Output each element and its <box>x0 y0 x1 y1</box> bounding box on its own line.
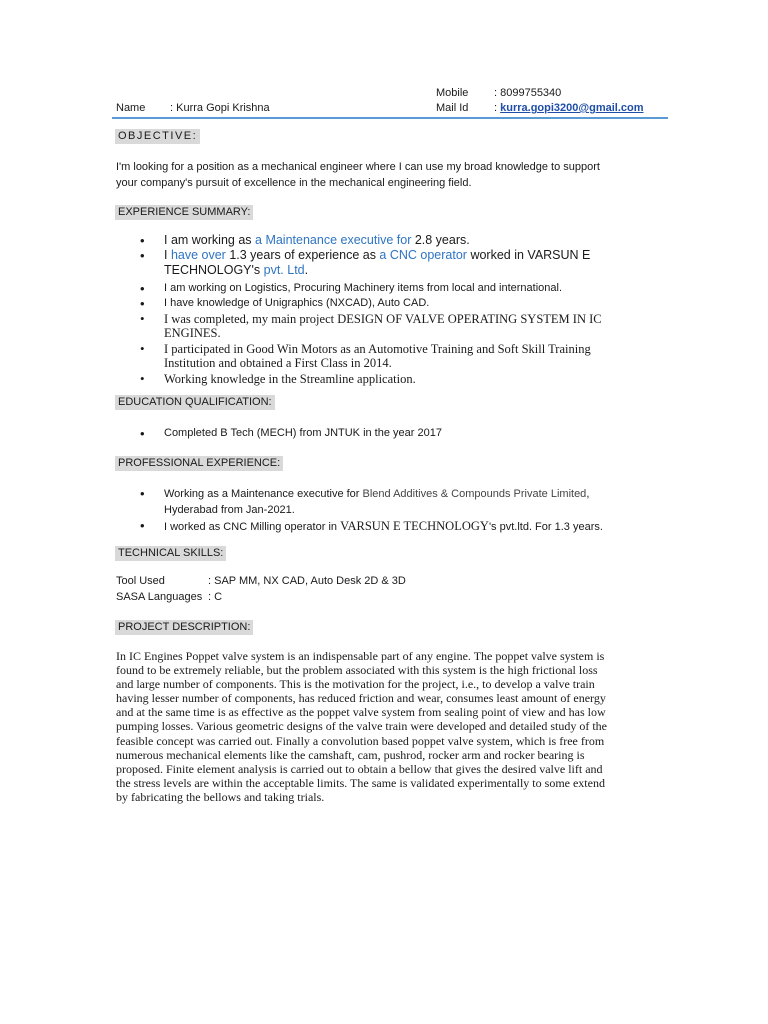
mail-colon: : <box>494 102 501 114</box>
project-line: proposed. Finite element analysis is carried out to obtain a bellow that gives the desired valve lift and <box>116 761 603 776</box>
project-description-heading: PROJECT DESCRIPTION: <box>115 620 253 635</box>
professional-heading: PROFESSIONAL EXPERIENCE: <box>115 456 283 471</box>
project-line: the stress levels are within the acceptable limits. The same is validated experimentally to some extend <box>116 775 605 790</box>
list-item: • Working knowledge in the Streamline application. <box>136 372 656 386</box>
email-link[interactable]: kurra.gopi3200@gmail.com <box>500 102 644 114</box>
project-line: feasible concept was carried out. Finally a convolution based poppet valve system, which is free from <box>116 733 605 748</box>
objective-line-2: your company's pursuit of excellence in the mechanical engineering field. <box>116 177 472 189</box>
list-item: • I worked as CNC Milling operator in VARSUN E TECHNOLOGY's pvt.ltd. For 1.3 years. <box>136 518 656 535</box>
project-line: by fabricating the bellows and taking trials. <box>116 789 325 804</box>
name-label: Name <box>116 102 146 114</box>
project-line: and at the same time is as effective as the poppet valve system from sealing point of view and has low <box>116 705 606 720</box>
project-line: pumping losses. Various geometric designs of the valve train were developed and detailed study of the <box>116 719 607 734</box>
objective-line-1: I'm looking for a position as a mechanical engineer where I can use my broad knowledge to support <box>116 161 600 173</box>
list-item: • I was completed, my main project DESIGN OF VALVE OPERATING SYSTEM IN IC ENGINES. <box>136 312 656 340</box>
objective-text <box>116 159 656 191</box>
list-item: • Working as a Maintenance executive for Blend Additives & Compounds Private Limited, Hyderabad from Jan-2021. <box>136 486 656 518</box>
list-item: • I participated in Good Win Motors as an Automotive Training and Soft Skill Training Institution and obtained a First Class in 2014. <box>136 342 656 370</box>
list-item: • I am working on Logistics, Procuring Machinery items from local and international. <box>136 281 656 296</box>
experience-summary-list <box>136 233 656 386</box>
project-line: found to be extremely reliable, but the problem associated with this system is the high frictional loss <box>116 663 598 678</box>
header-divider <box>112 117 668 119</box>
mobile-label: Mobile <box>436 87 469 99</box>
project-line: and large number of components. This is the motivation for the project, i.e., to develop a valve train <box>116 677 595 692</box>
skills-languages-value: : C <box>208 591 223 603</box>
name-value: : Kurra Gopi Krishna <box>170 102 270 114</box>
education-list <box>136 426 656 441</box>
technical-skills-heading: TECHNICAL SKILLS: <box>115 546 226 561</box>
list-item: • Completed B Tech (MECH) from JNTUK in the year 2017 <box>136 426 656 441</box>
skills-languages-label: SASA Languages <box>116 591 203 603</box>
project-line: having lesser number of components, has reduced friction and wear, consumes least amount of energy <box>116 691 606 706</box>
skills-tool-value: : SAP MM, NX CAD, Auto Desk 2D & 3D <box>208 575 406 587</box>
mail-label: Mail Id <box>436 102 469 114</box>
mobile-value: : 8099755340 <box>494 87 562 99</box>
project-description-text <box>116 649 646 804</box>
objective-heading: OBJECTIVE: <box>115 129 200 144</box>
project-line: numerous mechanical elements like the camshaft, cam, pushrod, rocker arm and rocker bearing is <box>116 747 585 762</box>
experience-summary-heading: EXPERIENCE SUMMARY: <box>115 205 253 220</box>
list-item: • I have over 1.3 years of experience as a CNC operator worked in VARSUN E TECHNOLOGY's pvt. Ltd. <box>136 248 656 278</box>
skills-tool-label: Tool Used <box>116 575 165 587</box>
list-item: • I have knowledge of Unigraphics (NXCAD), Auto CAD. <box>136 296 656 311</box>
education-heading: EDUCATION QUALIFICATION: <box>115 395 275 410</box>
project-line: In IC Engines Poppet valve system is an indispensable part of any engine. The poppet valve system is <box>116 649 605 663</box>
list-item: • I am working as a Maintenance executive for 2.8 years. <box>136 233 656 248</box>
professional-list <box>136 486 656 535</box>
mail-row <box>494 102 644 114</box>
